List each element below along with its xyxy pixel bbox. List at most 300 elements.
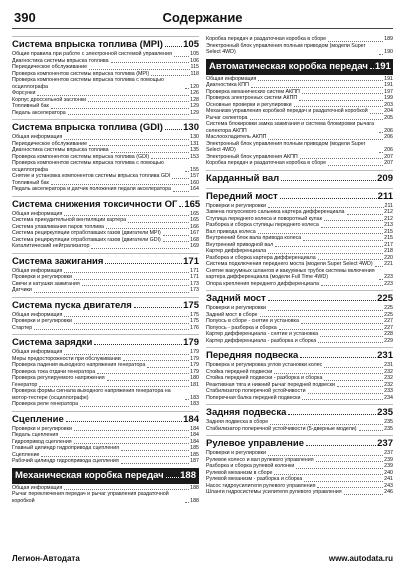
toc-entry-title: Проверка и регулировка углов установки колес bbox=[206, 362, 323, 368]
toc-entry-title: Электронный блок управления полным приводом (модели Super Select 4WD) bbox=[206, 140, 366, 153]
toc-entry-title: Проверки и регулировки bbox=[12, 274, 72, 280]
section-page-number: 225 bbox=[377, 293, 393, 304]
dot-leader bbox=[279, 329, 383, 330]
section-page-number: 175 bbox=[183, 299, 199, 311]
section-page-number: 130 bbox=[183, 122, 199, 133]
toc-section bbox=[12, 334, 199, 408]
toc-entry-title: Проверки и регулировки bbox=[12, 318, 72, 324]
dot-leader bbox=[64, 139, 189, 140]
toc-entry[interactable] bbox=[12, 458, 199, 465]
toc-entry-title: Общая информация bbox=[12, 311, 63, 318]
dot-leader bbox=[64, 215, 189, 216]
section-heading[interactable] bbox=[206, 290, 393, 305]
toc-entry-title: Задняя подвеска в сборе bbox=[206, 419, 269, 425]
toc-entry-title: Картер дифференциала bbox=[206, 248, 267, 254]
toc-entry-page-number: 128 bbox=[190, 96, 199, 103]
toc-entry-title: Замена полуосевого сальника картера дифференциала bbox=[206, 209, 345, 215]
toc-entry[interactable] bbox=[206, 426, 393, 433]
toc-entry-page-number: 106 bbox=[190, 57, 199, 64]
toc-section bbox=[12, 36, 199, 116]
dot-leader bbox=[34, 329, 189, 330]
toc-section bbox=[206, 59, 393, 167]
dot-leader bbox=[97, 373, 189, 374]
toc-entry-title: Меры предосторожности при обслуживании bbox=[12, 355, 121, 362]
dot-leader bbox=[185, 88, 189, 89]
section-page-number: 184 bbox=[183, 413, 199, 425]
toc-entry-page-number: 169 bbox=[190, 243, 199, 249]
dot-leader bbox=[106, 228, 189, 229]
toc-entry-title: Опора крепления переднего дифференциала bbox=[206, 280, 319, 287]
toc-entry-title: Система принудительной вентиляции картера bbox=[12, 217, 127, 223]
toc-entry[interactable] bbox=[206, 395, 393, 402]
toc-entry-title: Свечи и катушки зажигания bbox=[12, 280, 80, 287]
dot-leader bbox=[328, 165, 383, 166]
dot-leader bbox=[166, 477, 179, 478]
dot-leader bbox=[379, 279, 383, 280]
toc-entry[interactable] bbox=[12, 160, 199, 173]
dot-leader bbox=[379, 152, 383, 153]
section-title: Система зарядки bbox=[12, 337, 93, 348]
toc-entry-page-number: 229 bbox=[384, 337, 393, 344]
section-heading[interactable] bbox=[206, 404, 393, 419]
toc-entry-title: Ступица переднего колеса и поворотный кулак bbox=[206, 215, 322, 222]
dot-leader bbox=[337, 386, 383, 387]
dot-leader bbox=[74, 279, 189, 280]
toc-entry-title: Общая информация bbox=[12, 267, 63, 274]
toc-entry-page-number: 175 bbox=[190, 311, 199, 318]
toc-entry[interactable] bbox=[12, 287, 199, 294]
toc-entry-title: Разборка и сборка ступицы переднего колеса bbox=[206, 222, 319, 228]
toc-column-right bbox=[206, 36, 393, 499]
dot-leader bbox=[74, 323, 189, 324]
toc-entry-title: Полуось в сборе - снятие и установка bbox=[206, 318, 299, 324]
toc-entry-page-number: 241 bbox=[384, 476, 393, 482]
toc-entry-title: Проверка компонентов системы впрыска топлива с помощью осциллографа bbox=[12, 160, 164, 173]
toc-entry-page-number: 237 bbox=[384, 450, 393, 456]
toc-entry[interactable] bbox=[12, 77, 199, 90]
toc-entry-page-number: 183 bbox=[190, 401, 199, 407]
toc-section bbox=[206, 404, 393, 432]
toc-entry[interactable] bbox=[206, 268, 393, 281]
dot-leader bbox=[107, 380, 190, 381]
toc-entry-page-number: 168 bbox=[190, 236, 199, 243]
toc-entry[interactable] bbox=[12, 388, 199, 401]
toc-entry-page-number: 191 bbox=[384, 75, 393, 82]
dot-leader bbox=[370, 68, 374, 69]
toc-entry-title: Датчики bbox=[12, 287, 32, 293]
toc-entry-page-number: 220 bbox=[384, 254, 393, 261]
dot-leader bbox=[88, 101, 189, 102]
toc-entry-page-number: 212 bbox=[384, 215, 393, 222]
toc-section bbox=[206, 290, 393, 344]
toc-entry-page-number: 205 bbox=[384, 114, 393, 121]
toc-entry-page-number: 171 bbox=[190, 267, 199, 274]
toc-entry-page-number: 211 bbox=[384, 202, 393, 209]
dot-leader bbox=[134, 307, 182, 308]
dot-leader bbox=[308, 393, 384, 394]
dot-leader bbox=[280, 198, 377, 199]
toc-entry-page-number: 206 bbox=[384, 134, 393, 140]
dot-leader bbox=[321, 227, 383, 228]
toc-entry-page-number: 164 bbox=[190, 186, 199, 192]
toc-entry-page-number: 184 bbox=[190, 432, 199, 438]
toc-section bbox=[12, 468, 199, 505]
toc-entry-page-number: 228 bbox=[384, 331, 393, 337]
page-title: Содержание bbox=[162, 10, 243, 25]
dot-leader bbox=[64, 316, 189, 317]
toc-entry-page-number: 204 bbox=[384, 108, 393, 114]
toc-entry-page-number: 115 bbox=[190, 64, 199, 70]
toc-entry-page-number: 187 bbox=[190, 458, 199, 464]
toc-entry-page-number: 118 bbox=[190, 70, 199, 77]
page-footer bbox=[12, 554, 393, 566]
toc-entry-page-number: 167 bbox=[190, 230, 199, 236]
toc-entry-title: Шланги гидросистемы усилителя рулевого управления bbox=[206, 489, 342, 495]
toc-entry-page-number: 184 bbox=[190, 438, 199, 445]
dot-leader bbox=[185, 502, 189, 503]
toc-entry-page-number: 215 bbox=[384, 228, 393, 235]
dot-leader bbox=[274, 474, 383, 475]
toc-section bbox=[206, 36, 393, 56]
dot-leader bbox=[302, 93, 383, 94]
toc-entry[interactable] bbox=[206, 141, 393, 154]
toc-entry-page-number: 181 bbox=[190, 381, 199, 388]
dot-leader bbox=[300, 357, 376, 358]
section-title: Система снижения токсичности ОГ bbox=[12, 198, 178, 210]
toc-entry[interactable] bbox=[12, 325, 199, 332]
toc-entry[interactable] bbox=[12, 491, 199, 504]
toc-entry-title: Проверка падения выходного напряжения генератора bbox=[12, 362, 146, 368]
section-title: Рулевое управление bbox=[206, 438, 305, 449]
toc-entry[interactable] bbox=[206, 43, 393, 56]
section-heading[interactable] bbox=[12, 468, 199, 484]
toc-entry-title: Педаль сцепления bbox=[12, 432, 59, 438]
dot-leader bbox=[94, 344, 182, 345]
dot-leader bbox=[317, 487, 383, 488]
toc-entry-page-number: 176 bbox=[190, 324, 199, 331]
dot-leader bbox=[268, 300, 376, 301]
dot-leader bbox=[163, 235, 189, 236]
toc-entry-title: Картер дифференциала - снятие и установка bbox=[206, 331, 319, 337]
toc-entry-title: Стабилизатор поперечной устойчивости (5-дверные модели) bbox=[206, 425, 357, 432]
section-page-number: 165 bbox=[184, 198, 201, 210]
dot-leader bbox=[303, 240, 383, 241]
dot-leader bbox=[121, 463, 189, 464]
dot-leader bbox=[258, 233, 383, 234]
toc-entry-page-number: 173 bbox=[190, 287, 199, 293]
toc-entry-title: Снятие и установка компонентов системы впрыска топлива GDI bbox=[12, 173, 171, 179]
toc-entry-title: Проверка компонентов системы впрыска топлива с помощью осциллографа bbox=[12, 77, 164, 90]
dot-leader bbox=[165, 46, 182, 47]
toc-entry-title: Проверки и регулировки bbox=[206, 305, 266, 311]
section-title: Задняя подвеска bbox=[206, 407, 287, 418]
toc-entry[interactable] bbox=[206, 489, 393, 496]
toc-entry-page-number: 227 bbox=[384, 318, 393, 324]
toc-entry-title: Проверка электронных систем АКПП bbox=[206, 95, 298, 101]
toc-entry-page-number: 243 bbox=[384, 482, 393, 489]
toc-entry-title: Вал привода колеса bbox=[206, 228, 256, 235]
toc-entry-title: Диагностика КПП bbox=[206, 82, 249, 88]
toc-entry-page-number: 197 bbox=[384, 88, 393, 95]
dot-leader bbox=[318, 342, 383, 343]
toc-entry-title: Сцепление bbox=[12, 451, 40, 458]
dot-leader bbox=[185, 171, 189, 172]
toc-entry-title: Система улавливания паров топлива bbox=[12, 223, 104, 230]
toc-entry-title: Рычаг селектора bbox=[206, 114, 248, 121]
toc-entry-title: Рабочий цилиндр гидропривода сцепления bbox=[12, 458, 119, 464]
toc-entry-page-number: 179 bbox=[190, 362, 199, 368]
dot-leader bbox=[379, 54, 383, 55]
dot-leader bbox=[80, 406, 189, 407]
page-number: 390 bbox=[14, 10, 36, 25]
section-page-number: 179 bbox=[183, 337, 199, 348]
section-title: Карданный вал bbox=[206, 172, 280, 184]
toc-entry-page-number: 199 bbox=[384, 95, 393, 101]
toc-entry-title: Электронный блок управления АКПП bbox=[206, 153, 298, 160]
section-heading[interactable] bbox=[12, 253, 199, 268]
dot-leader bbox=[296, 468, 383, 469]
toc-entry-page-number: 233 bbox=[384, 388, 393, 394]
toc-entry-title: Генератор bbox=[12, 381, 38, 388]
toc-entry-title: Коробка передач и раздаточная коробка в сборе bbox=[206, 160, 327, 166]
toc-entry-title: Внутренний приводной вал bbox=[206, 241, 274, 248]
dot-leader bbox=[321, 285, 383, 286]
dot-leader bbox=[268, 207, 384, 208]
dot-leader bbox=[147, 367, 189, 368]
toc-entry[interactable] bbox=[206, 160, 393, 167]
toc-entry-page-number: 246 bbox=[384, 489, 393, 495]
toc-entry-page-number: 165 bbox=[190, 210, 199, 217]
toc-entry-title: Рулевой механизм - разборка и сборка bbox=[206, 476, 303, 482]
toc-entry-page-number: 232 bbox=[384, 368, 393, 375]
toc-entry-title: Педаль акселератора bbox=[12, 109, 66, 116]
section-heading[interactable] bbox=[12, 119, 199, 134]
toc-entry-title: Гидропривод сцепления bbox=[12, 438, 72, 445]
toc-entry-page-number: 207 bbox=[384, 160, 393, 166]
toc-entry-page-number: 155 bbox=[190, 166, 199, 173]
toc-entry-title: Периодическое обслуживание bbox=[12, 64, 88, 70]
toc-entry-title: Система блокировки замка зажигания и система блокировки рычага селектора АКПП bbox=[206, 121, 375, 134]
section-heading[interactable] bbox=[12, 297, 199, 312]
dot-leader bbox=[64, 489, 189, 490]
toc-entry-title: Общие правила при работе с электронной системой управления bbox=[12, 51, 172, 57]
toc-entry-page-number: 217 bbox=[384, 241, 393, 248]
toc-entry-title: Разборка и сборка картера дифференциала bbox=[206, 254, 316, 261]
toc-entry-page-number: 235 bbox=[384, 419, 393, 425]
section-heading[interactable] bbox=[12, 196, 199, 211]
toc-entry-title: Общая информация bbox=[206, 75, 257, 82]
toc-entry-title: Проверка компонентов системы впрыска топлива (MPI) bbox=[12, 70, 150, 77]
toc-entry[interactable] bbox=[206, 338, 393, 345]
toc-entry-title: Периодическое обслуживание bbox=[12, 140, 88, 147]
dot-leader bbox=[179, 206, 183, 207]
dot-leader bbox=[302, 399, 383, 400]
dot-leader bbox=[51, 184, 189, 185]
toc-entry-page-number: 183 bbox=[190, 394, 199, 401]
dot-leader bbox=[128, 222, 189, 223]
section-page-number: 105 bbox=[183, 39, 199, 50]
dot-leader bbox=[299, 100, 383, 101]
dot-leader bbox=[270, 424, 383, 425]
dot-leader bbox=[37, 95, 189, 96]
toc-entry-title: Основные проверки и регулировки bbox=[206, 101, 292, 108]
dot-leader bbox=[151, 158, 189, 159]
toc-entry-page-number: 223 bbox=[384, 280, 393, 287]
dot-leader bbox=[151, 75, 189, 76]
section-heading[interactable] bbox=[206, 59, 393, 75]
toc-entry-page-number: 180 bbox=[190, 375, 199, 381]
dot-leader bbox=[379, 132, 383, 133]
dot-leader bbox=[121, 450, 189, 451]
toc-entry-title: Механизм управления коробкой передач и раздаточной коробкой bbox=[206, 108, 368, 114]
toc-entry-title: Задний мост в сборе bbox=[206, 311, 258, 318]
toc-entry-title: Каталитический нейтрализатор bbox=[12, 243, 90, 249]
dot-leader bbox=[370, 113, 384, 114]
toc-entry-title: Система подключения переднего моста (модели Super Select 4WD) bbox=[206, 261, 373, 267]
toc-entry-title: Главный цилиндр гидропривода сцепления bbox=[12, 445, 120, 451]
dot-leader bbox=[123, 360, 189, 361]
publisher-url: www.autodata.ru bbox=[328, 554, 393, 563]
toc-entry-title: Диагностика системы впрыска топлива bbox=[12, 147, 109, 153]
toc-section bbox=[206, 188, 393, 288]
dot-leader bbox=[316, 461, 384, 462]
toc-entry-title: Полуось - разборка и сборка bbox=[206, 324, 277, 331]
section-title: Автоматическая коробка передач bbox=[209, 60, 368, 72]
toc-column-left bbox=[12, 36, 199, 507]
dot-leader bbox=[250, 119, 384, 120]
toc-entry-title: Проверки и регулировки bbox=[206, 202, 266, 209]
toc-entry-title: Топливный бак bbox=[12, 179, 49, 186]
toc-entry-page-number: 129 bbox=[190, 103, 199, 109]
toc-entry[interactable] bbox=[12, 186, 199, 193]
dot-leader bbox=[68, 114, 189, 115]
section-page-number: 231 bbox=[377, 350, 393, 361]
dot-leader bbox=[41, 456, 189, 457]
dot-leader bbox=[163, 241, 189, 242]
toc-entry-title: Проверки и регулировки bbox=[206, 450, 266, 456]
section-heading[interactable] bbox=[206, 170, 393, 185]
dot-leader bbox=[320, 336, 383, 337]
toc-entry-title: Форсунки bbox=[12, 90, 36, 96]
toc-entry-page-number: 231 bbox=[384, 362, 393, 368]
section-title: Система впрыска топлива (GDI) bbox=[12, 122, 163, 133]
toc-entry-page-number: 188 bbox=[190, 497, 199, 504]
toc-section bbox=[12, 119, 199, 193]
toc-entry-title: Стабилизатор поперечной устойчивости bbox=[206, 388, 306, 394]
dot-leader bbox=[34, 292, 189, 293]
toc-entry[interactable] bbox=[12, 401, 199, 408]
dot-leader bbox=[111, 152, 190, 153]
dot-leader bbox=[281, 180, 376, 181]
toc-entry-title: Проверка тока отдачи генератора bbox=[12, 368, 96, 375]
dot-leader bbox=[258, 80, 383, 81]
dot-leader bbox=[275, 246, 383, 247]
toc-entry-page-number: 185 bbox=[190, 445, 199, 451]
section-title: Передний мост bbox=[206, 190, 278, 202]
toc-entry-page-number: 239 bbox=[384, 456, 393, 463]
toc-entry-page-number: 232 bbox=[384, 375, 393, 381]
toc-entry-page-number: 129 bbox=[190, 109, 199, 116]
toc-entry-title: Снятие вакуумных шлангов и вакуумных трубок системы включения картера дифференциала (модели Full Time 4WD) bbox=[206, 267, 375, 280]
toc-entry-title: Общая информация bbox=[12, 484, 63, 491]
dot-leader bbox=[300, 158, 383, 159]
toc-entry-title: Внутренний блок вала привода колеса bbox=[206, 235, 302, 241]
toc-entry-page-number: 120 bbox=[190, 83, 199, 90]
toc-entry[interactable] bbox=[12, 110, 199, 117]
dot-leader bbox=[173, 191, 189, 192]
toc-entry-page-number: 225 bbox=[384, 305, 393, 311]
toc-section bbox=[206, 347, 393, 401]
section-heading[interactable] bbox=[206, 347, 393, 362]
toc-entry-title: Маслоохладитель АКПП bbox=[206, 134, 267, 140]
toc-entry-page-number: 185 bbox=[190, 451, 199, 458]
section-heading[interactable] bbox=[12, 36, 199, 51]
section-title: Система зажигания bbox=[12, 255, 104, 267]
section-title: Задний мост bbox=[206, 293, 266, 304]
toc-entry-title: Корпус дроссельной заслонки bbox=[12, 96, 87, 103]
section-heading[interactable] bbox=[206, 435, 393, 450]
publisher-name: Легион-Автодата bbox=[12, 554, 80, 563]
toc-entry-page-number: 184 bbox=[190, 425, 199, 432]
toc-entry-title: Стойка передней подвески bbox=[206, 368, 273, 375]
dot-leader bbox=[268, 310, 383, 311]
dot-leader bbox=[318, 259, 384, 260]
dot-leader bbox=[294, 106, 384, 107]
toc-entry-page-number: 203 bbox=[384, 101, 393, 108]
section-page-number: 171 bbox=[183, 255, 199, 267]
toc-entry-page-number: 135 bbox=[190, 147, 199, 153]
section-heading[interactable] bbox=[12, 411, 199, 426]
toc-entry-page-number: 179 bbox=[190, 355, 199, 362]
toc-section bbox=[12, 253, 199, 294]
page-header bbox=[12, 0, 393, 29]
toc-entry-page-number: 232 bbox=[384, 381, 393, 388]
toc-entry-title: Стартер bbox=[12, 324, 33, 331]
toc-entry[interactable] bbox=[12, 243, 199, 250]
toc-entry-title: Проверка компонентов системы впрыска топлива (GDI) bbox=[12, 153, 150, 160]
toc-entry-page-number: 227 bbox=[384, 324, 393, 331]
toc-entry-title: Система рециркуляции отработавших газов (двигатели MPI) bbox=[12, 230, 161, 236]
dot-leader bbox=[274, 373, 383, 374]
toc-entry-title: Диагностика системы впрыска топлива bbox=[12, 57, 109, 64]
toc-entry-title: Проверка реле генератора bbox=[12, 401, 79, 407]
toc-entry-page-number: 218 bbox=[384, 248, 393, 254]
dot-leader bbox=[82, 285, 189, 286]
dot-leader bbox=[304, 481, 383, 482]
section-heading[interactable] bbox=[206, 188, 393, 203]
toc-entry-title: Общая информация bbox=[12, 349, 63, 355]
dot-leader bbox=[74, 430, 189, 431]
toc-section bbox=[206, 435, 393, 496]
section-page-number: 188 bbox=[180, 469, 196, 481]
dot-leader bbox=[111, 62, 190, 63]
section-title: Сцепление bbox=[12, 413, 64, 425]
dot-leader bbox=[328, 41, 383, 42]
toc-entry-title: Разборка и сборка рулевой колонки bbox=[206, 463, 295, 469]
section-page-number: 209 bbox=[377, 172, 393, 184]
toc-entry-title: Педаль акселератора и датчик положения педали акселератора bbox=[12, 186, 171, 192]
dot-leader bbox=[324, 220, 383, 221]
toc-entry-title: Рулевой механизм в сборе bbox=[206, 469, 273, 476]
section-heading[interactable] bbox=[12, 334, 199, 349]
toc-entry[interactable] bbox=[206, 281, 393, 288]
section-title: Механическая коробка передач bbox=[15, 469, 164, 481]
toc-entry-page-number: 130 bbox=[190, 134, 199, 140]
dot-leader bbox=[89, 69, 190, 70]
toc-entry-page-number: 206 bbox=[384, 147, 393, 153]
toc-entry-page-number: 190 bbox=[384, 49, 393, 55]
toc-entry[interactable] bbox=[206, 121, 393, 134]
